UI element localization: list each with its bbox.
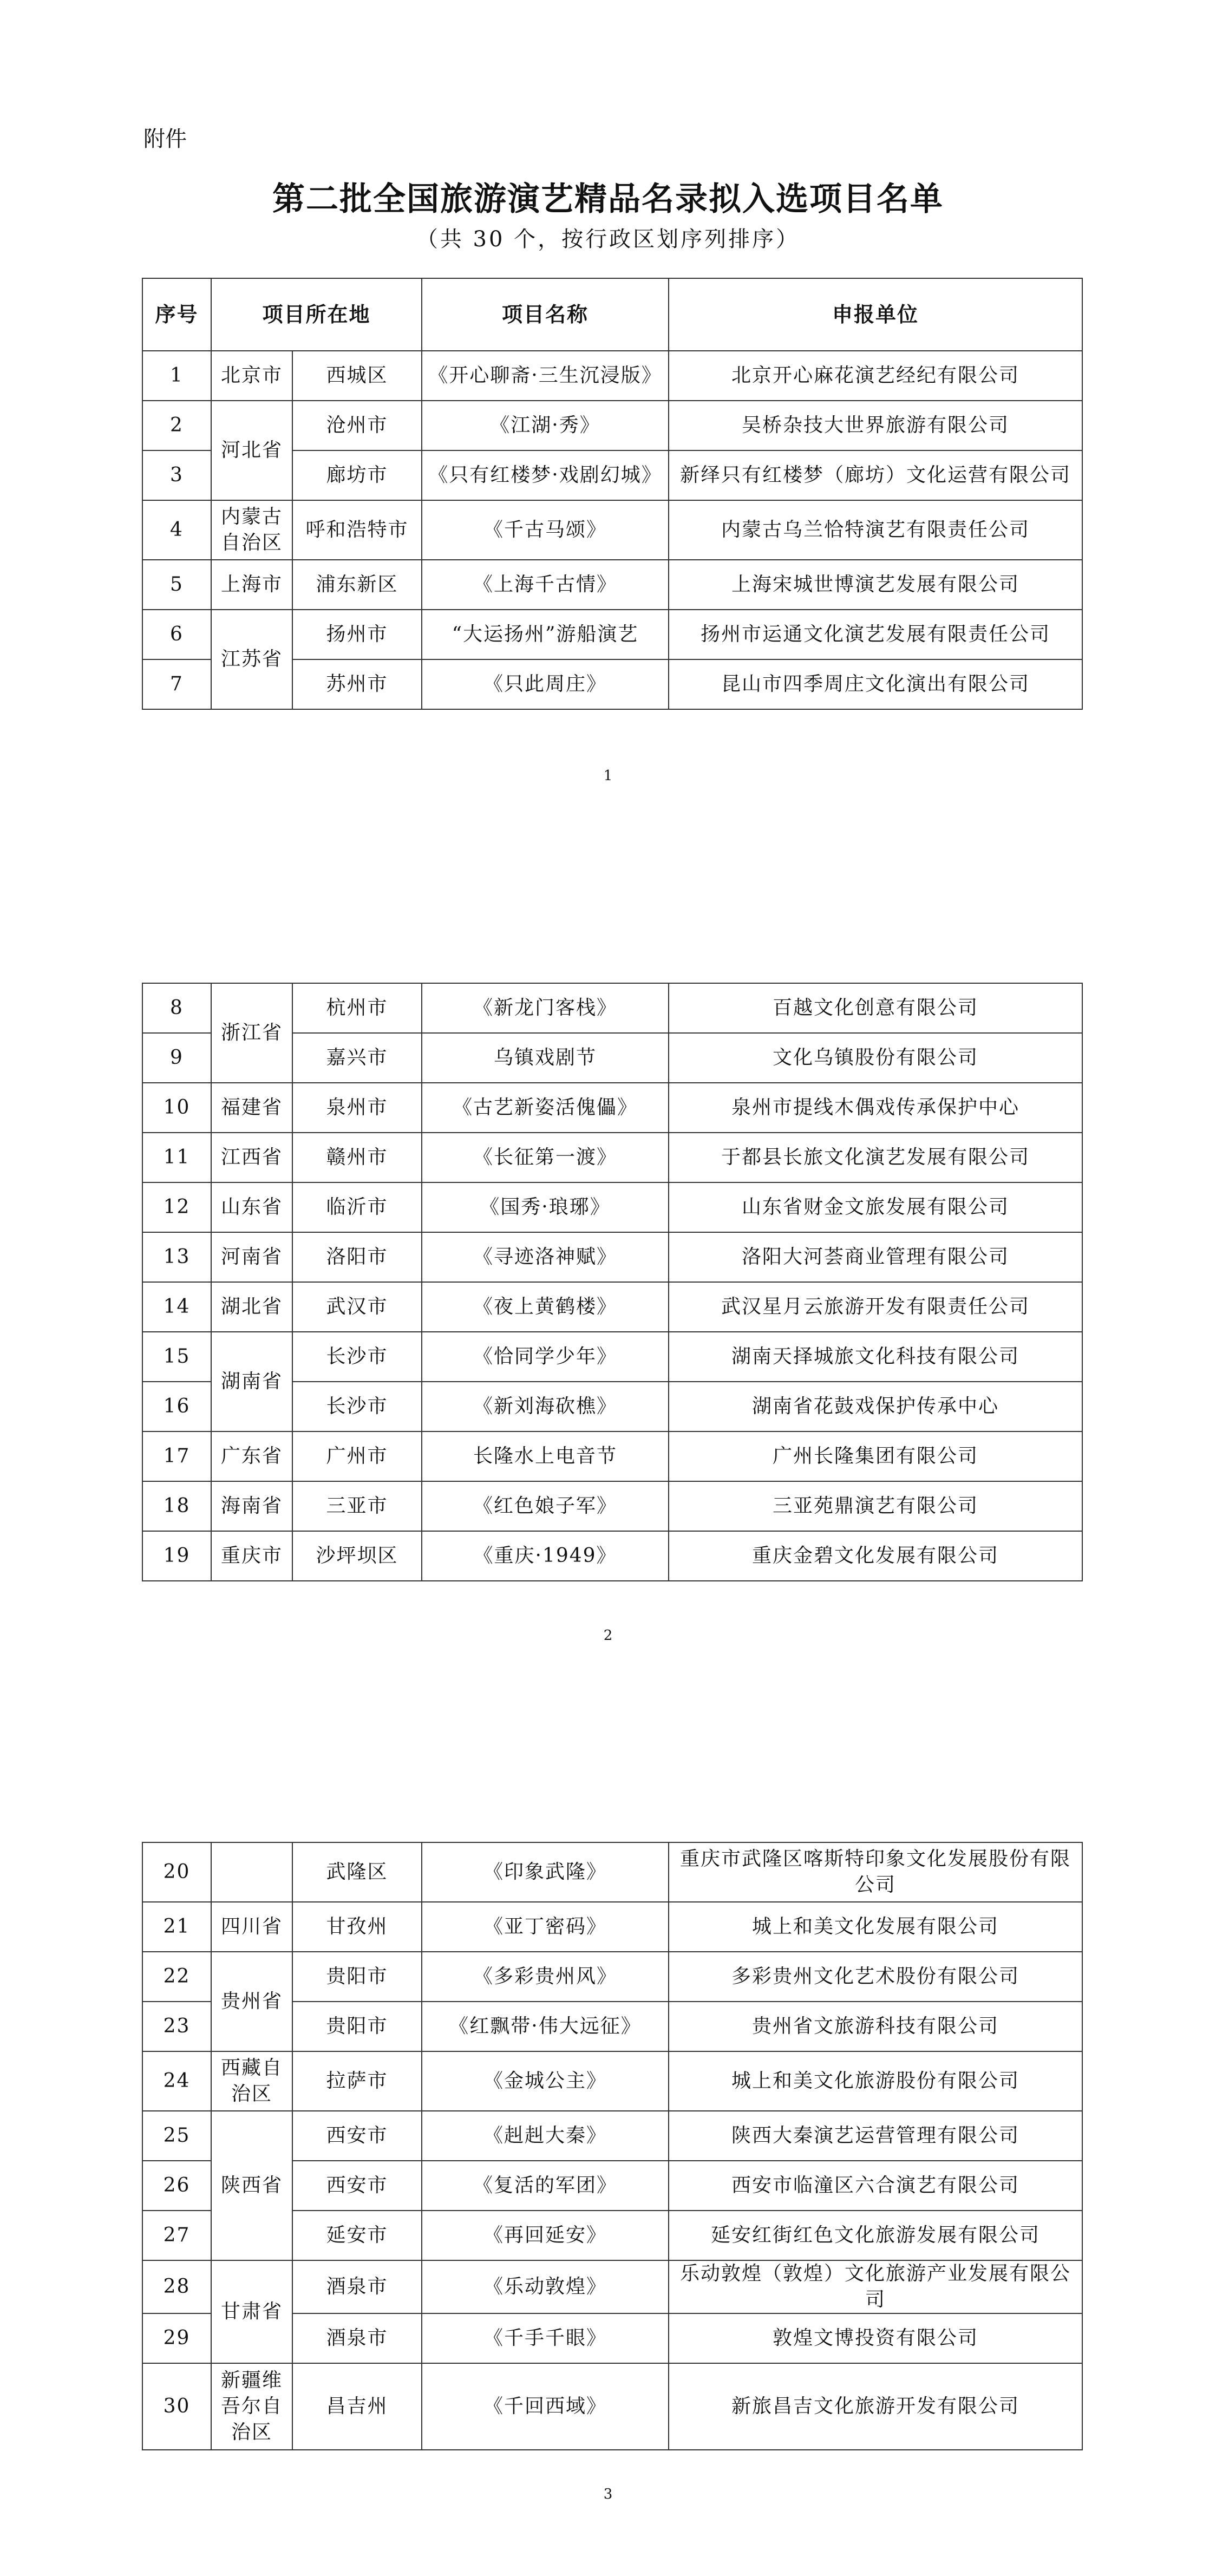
row-city: 洛阳市 xyxy=(292,1232,422,1282)
row-project: 《亚丁密码》 xyxy=(422,1902,669,1952)
row-project: 《千回西域》 xyxy=(422,2363,669,2450)
row-city: 西安市 xyxy=(292,2111,422,2161)
row-city: 昌吉州 xyxy=(292,2363,422,2450)
row-unit: 洛阳大河荟商业管理有限公司 xyxy=(669,1232,1082,1282)
row-city: 呼和浩特市 xyxy=(292,500,422,560)
table-header-row xyxy=(142,278,1082,351)
row-unit: 广州长隆集团有限公司 xyxy=(669,1431,1082,1481)
row-no: 12 xyxy=(142,1182,211,1232)
row-no: 9 xyxy=(142,1033,211,1083)
row-project: 《再回延安》 xyxy=(422,2211,669,2260)
row-unit: 陕西大秦演艺运营管理有限公司 xyxy=(669,2111,1082,2161)
row-unit: 敦煌文博投资有限公司 xyxy=(669,2313,1082,2363)
row-unit: 北京开心麻花演艺经纪有限公司 xyxy=(669,351,1082,401)
row-province: 北京市 xyxy=(211,351,292,401)
table-row xyxy=(142,1842,1082,1902)
row-city: 酒泉市 xyxy=(292,2260,422,2313)
row-province: 江苏省 xyxy=(211,610,292,709)
row-unit: 昆山市四季周庄文化演出有限公司 xyxy=(669,659,1082,709)
table-row xyxy=(142,560,1082,610)
row-province xyxy=(211,1842,292,1902)
row-project: 《红飘带·伟大远征》 xyxy=(422,2002,669,2051)
row-project: 《长征第一渡》 xyxy=(422,1133,669,1182)
row-unit: 城上和美文化旅游股份有限公司 xyxy=(669,2051,1082,2111)
row-unit: 乐动敦煌（敦煌）文化旅游产业发展有限公司 xyxy=(669,2260,1082,2313)
page-number: 2 xyxy=(603,1627,613,1644)
row-city: 武汉市 xyxy=(292,1282,422,1332)
row-no: 10 xyxy=(142,1083,211,1133)
table-row xyxy=(142,1531,1082,1581)
row-no: 29 xyxy=(142,2313,211,2363)
row-no: 27 xyxy=(142,2211,211,2260)
row-city: 临沂市 xyxy=(292,1182,422,1232)
row-project: 《江湖·秀》 xyxy=(422,401,669,450)
row-province: 江西省 xyxy=(211,1133,292,1182)
table-row xyxy=(142,351,1082,401)
row-city: 贵阳市 xyxy=(292,1952,422,2002)
row-no: 17 xyxy=(142,1431,211,1481)
row-no: 20 xyxy=(142,1842,211,1902)
header-project: 项目名称 xyxy=(422,278,669,351)
row-project: 《只有红楼梦·戏剧幻城》 xyxy=(422,450,669,500)
attachment-label: 附件 xyxy=(143,127,187,152)
row-no: 6 xyxy=(142,610,211,659)
row-unit: 城上和美文化发展有限公司 xyxy=(669,1902,1082,1952)
row-province: 甘肃省 xyxy=(211,2260,292,2363)
header-unit: 申报单位 xyxy=(669,278,1082,351)
table-row xyxy=(142,500,1082,560)
row-project: 《赳赳大秦》 xyxy=(422,2111,669,2161)
row-no: 8 xyxy=(142,983,211,1033)
row-unit: 于都县长旅文化演艺发展有限公司 xyxy=(669,1133,1082,1182)
row-unit: 文化乌镇股份有限公司 xyxy=(669,1033,1082,1083)
row-no: 25 xyxy=(142,2111,211,2161)
table-row xyxy=(142,1902,1082,1952)
row-province: 陕西省 xyxy=(211,2111,292,2260)
row-province: 浙江省 xyxy=(211,983,292,1083)
table-row xyxy=(142,1282,1082,1332)
table-row xyxy=(142,1952,1082,2002)
row-no: 23 xyxy=(142,2002,211,2051)
row-unit: 内蒙古乌兰恰特演艺有限责任公司 xyxy=(669,500,1082,560)
row-unit: 吴桥杂技大世界旅游有限公司 xyxy=(669,401,1082,450)
row-province: 河北省 xyxy=(211,401,292,500)
table-row xyxy=(142,2363,1082,2450)
header-location: 项目所在地 xyxy=(211,278,422,351)
row-unit: 西安市临潼区六合演艺有限公司 xyxy=(669,2161,1082,2211)
row-no: 30 xyxy=(142,2363,211,2450)
row-city: 武隆区 xyxy=(292,1842,422,1902)
row-city: 沙坪坝区 xyxy=(292,1531,422,1581)
row-project: 《新刘海砍樵》 xyxy=(422,1382,669,1431)
table-row xyxy=(142,2051,1082,2111)
row-project: 《金城公主》 xyxy=(422,2051,669,2111)
row-unit: 湖南省花鼓戏保护传承中心 xyxy=(669,1382,1082,1431)
page-subtitle: （共 30 个，按行政区划序列排序） xyxy=(416,227,800,252)
row-no: 1 xyxy=(142,351,211,401)
row-project: 《新龙门客栈》 xyxy=(422,983,669,1033)
row-project: 《恰同学少年》 xyxy=(422,1332,669,1382)
row-city: 甘孜州 xyxy=(292,1902,422,1952)
row-unit: 延安红街红色文化旅游发展有限公司 xyxy=(669,2211,1082,2260)
header-no: 序号 xyxy=(142,278,211,351)
row-project: 《开心聊斋·三生沉浸版》 xyxy=(422,351,669,401)
row-city: 廊坊市 xyxy=(292,450,422,500)
row-unit: 泉州市提线木偶戏传承保护中心 xyxy=(669,1083,1082,1133)
projects-table-page-2 xyxy=(142,983,1083,1581)
row-no: 15 xyxy=(142,1332,211,1382)
row-city: 赣州市 xyxy=(292,1133,422,1182)
table-row xyxy=(142,1182,1082,1232)
table-row xyxy=(142,2260,1082,2313)
page-number: 1 xyxy=(603,768,613,784)
row-unit: 百越文化创意有限公司 xyxy=(669,983,1082,1033)
projects-table-page-1 xyxy=(142,278,1083,710)
row-unit: 重庆金碧文化发展有限公司 xyxy=(669,1531,1082,1581)
row-city: 长沙市 xyxy=(292,1332,422,1382)
row-no: 13 xyxy=(142,1232,211,1282)
row-province: 重庆市 xyxy=(211,1531,292,1581)
row-project: 《复活的军团》 xyxy=(422,2161,669,2211)
row-city: 西安市 xyxy=(292,2161,422,2211)
row-city: 拉萨市 xyxy=(292,2051,422,2111)
row-project: 乌镇戏剧节 xyxy=(422,1033,669,1083)
row-province: 内蒙古自治区 xyxy=(211,500,292,560)
row-no: 24 xyxy=(142,2051,211,2111)
row-province: 广东省 xyxy=(211,1431,292,1481)
row-no: 2 xyxy=(142,401,211,450)
row-province: 湖南省 xyxy=(211,1332,292,1431)
row-project: 《古艺新姿活傀儡》 xyxy=(422,1083,669,1133)
row-city: 长沙市 xyxy=(292,1382,422,1431)
row-province: 湖北省 xyxy=(211,1282,292,1332)
row-city: 苏州市 xyxy=(292,659,422,709)
row-city: 沧州市 xyxy=(292,401,422,450)
row-province: 山东省 xyxy=(211,1182,292,1232)
row-project: 《只此周庄》 xyxy=(422,659,669,709)
row-province: 四川省 xyxy=(211,1902,292,1952)
row-project: “大运扬州”游船演艺 xyxy=(422,610,669,659)
row-project: 《乐动敦煌》 xyxy=(422,2260,669,2313)
table-row xyxy=(142,2111,1082,2161)
row-no: 7 xyxy=(142,659,211,709)
row-city: 贵阳市 xyxy=(292,2002,422,2051)
row-unit: 武汉星月云旅游开发有限责任公司 xyxy=(669,1282,1082,1332)
row-no: 4 xyxy=(142,500,211,560)
row-no: 28 xyxy=(142,2260,211,2313)
row-project: 《夜上黄鹤楼》 xyxy=(422,1282,669,1332)
table-row xyxy=(142,983,1082,1033)
row-province: 海南省 xyxy=(211,1481,292,1531)
row-unit: 湖南天择城旅文化科技有限公司 xyxy=(669,1332,1082,1382)
row-city: 酒泉市 xyxy=(292,2313,422,2363)
row-unit: 上海宋城世博演艺发展有限公司 xyxy=(669,560,1082,610)
table-row xyxy=(142,1431,1082,1481)
row-city: 延安市 xyxy=(292,2211,422,2260)
table-row xyxy=(142,1083,1082,1133)
row-no: 11 xyxy=(142,1133,211,1182)
table-row xyxy=(142,1481,1082,1531)
row-province: 上海市 xyxy=(211,560,292,610)
row-unit: 新绎只有红楼梦（廊坊）文化运营有限公司 xyxy=(669,450,1082,500)
projects-table-page-3 xyxy=(142,1842,1083,2450)
row-project: 《千手千眼》 xyxy=(422,2313,669,2363)
row-unit: 三亚苑鼎演艺有限公司 xyxy=(669,1481,1082,1531)
row-no: 14 xyxy=(142,1282,211,1332)
row-province: 福建省 xyxy=(211,1083,292,1133)
row-no: 5 xyxy=(142,560,211,610)
row-city: 广州市 xyxy=(292,1431,422,1481)
row-province: 河南省 xyxy=(211,1232,292,1282)
row-unit: 多彩贵州文化艺术股份有限公司 xyxy=(669,1952,1082,2002)
row-unit: 扬州市运通文化演艺发展有限责任公司 xyxy=(669,610,1082,659)
table-row xyxy=(142,610,1082,659)
row-city: 嘉兴市 xyxy=(292,1033,422,1083)
row-project: 《上海千古情》 xyxy=(422,560,669,610)
row-project: 《红色娘子军》 xyxy=(422,1481,669,1531)
row-project: 《印象武隆》 xyxy=(422,1842,669,1902)
row-no: 26 xyxy=(142,2161,211,2211)
row-city: 杭州市 xyxy=(292,983,422,1033)
page-title: 第二批全国旅游演艺精品名录拟入选项目名单 xyxy=(272,180,944,218)
row-no: 16 xyxy=(142,1382,211,1431)
row-unit: 重庆市武隆区喀斯特印象文化发展股份有限公司 xyxy=(669,1842,1082,1902)
table-row xyxy=(142,1133,1082,1182)
row-province: 贵州省 xyxy=(211,1952,292,2051)
row-no: 19 xyxy=(142,1531,211,1581)
row-no: 22 xyxy=(142,1952,211,2002)
row-project: 《国秀·琅琊》 xyxy=(422,1182,669,1232)
page-number: 3 xyxy=(603,2486,613,2502)
row-province: 西藏自治区 xyxy=(211,2051,292,2111)
table-row xyxy=(142,1232,1082,1282)
row-project: 《寻迹洛神赋》 xyxy=(422,1232,669,1282)
row-city: 扬州市 xyxy=(292,610,422,659)
row-project: 《千古马颂》 xyxy=(422,500,669,560)
row-province: 新疆维吾尔自治区 xyxy=(211,2363,292,2450)
row-city: 泉州市 xyxy=(292,1083,422,1133)
row-no: 18 xyxy=(142,1481,211,1531)
row-project: 《多彩贵州风》 xyxy=(422,1952,669,2002)
row-no: 3 xyxy=(142,450,211,500)
row-city: 三亚市 xyxy=(292,1481,422,1531)
row-unit: 新旅昌吉文化旅游开发有限公司 xyxy=(669,2363,1082,2450)
row-project: 《重庆·1949》 xyxy=(422,1531,669,1581)
row-unit: 山东省财金文旅发展有限公司 xyxy=(669,1182,1082,1232)
row-city: 浦东新区 xyxy=(292,560,422,610)
row-unit: 贵州省文旅游科技有限公司 xyxy=(669,2002,1082,2051)
table-row xyxy=(142,1332,1082,1382)
row-project: 长隆水上电音节 xyxy=(422,1431,669,1481)
row-city: 西城区 xyxy=(292,351,422,401)
table-row xyxy=(142,401,1082,450)
row-no: 21 xyxy=(142,1902,211,1952)
